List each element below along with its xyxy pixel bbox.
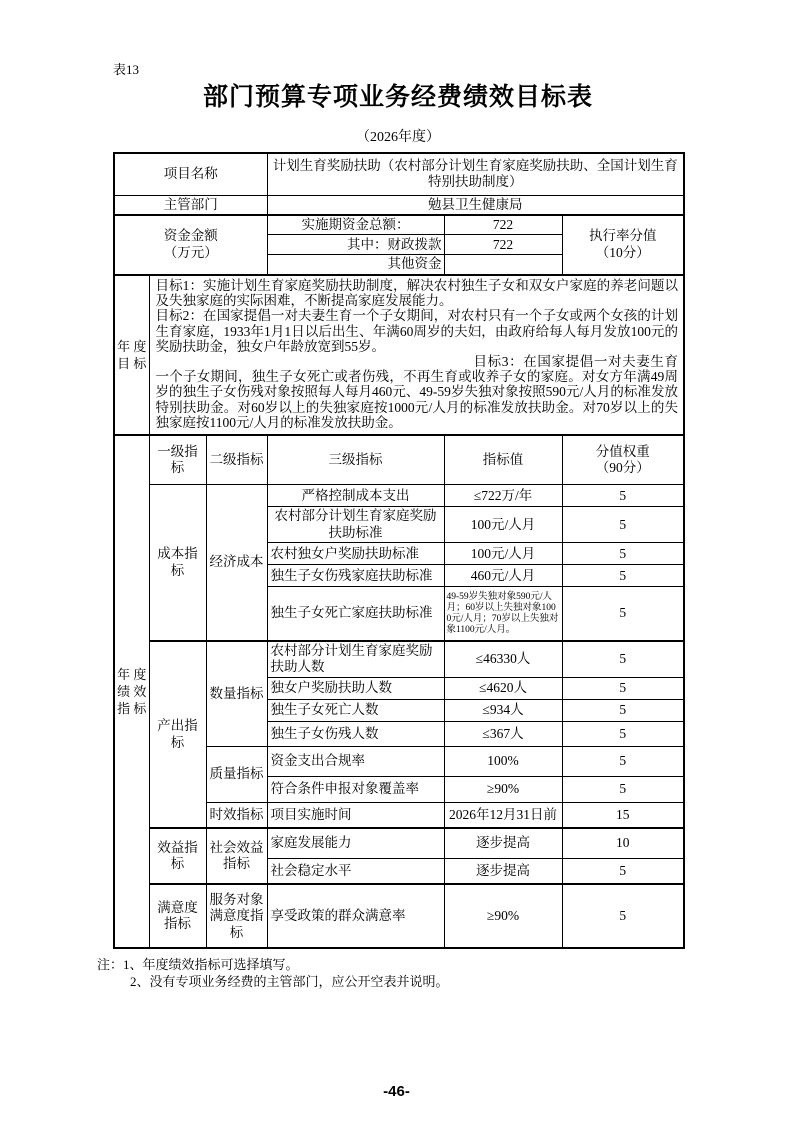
- project-name-value: 计划生育奖励扶助（农村部分计划生育家庭奖励扶助、全国计划生育特别扶助制度）: [267, 153, 684, 195]
- indicator-value: 逐步提高: [444, 828, 562, 858]
- header-level1: 一级指标: [149, 435, 206, 485]
- goal-paragraph-2: 目标2：在国家提倡一对夫妻生育一个子女期间，对农村只有一个子女或两个女孩的计划生育家庭，1933年1月1日以后出生、年满60周岁的夫妇，由政府给每人每月发放100元的奖励扶助金，独女户年龄放宽到55岁。: [155, 308, 678, 354]
- indicator-value: 100元/人月: [444, 507, 562, 543]
- footnote-line-2: 2、没有专项业务经费的主管部门，应公开空表并说明。: [130, 974, 449, 990]
- indicator-value: ≥90%: [444, 884, 562, 948]
- annual-goal-row: [114, 275, 684, 435]
- fund-amount-label-line1: 资金金额: [163, 228, 218, 244]
- fund-other-value: [444, 255, 562, 275]
- indicator-score: 5: [562, 884, 684, 948]
- goal-paragraph-3: 目标3：在国家提倡一对夫妻生育一个子女期间，独生子女死亡或者伤残，不再生育或收养子女的家庭。对女方年满49周岁的独生子女伤残对象按照每人每月460元、49-59岁失独对象按照590元/人月的标准发放特别扶助金。对60岁以上的失独家庭按1000元/人月的标准发放扶助金。对70岁以上的失独家庭按1100元/人月的标准发放扶助金。: [155, 353, 678, 430]
- indicator-l3: 享受政策的群众满意率: [267, 884, 444, 948]
- project-name-label: 项目名称: [114, 153, 267, 195]
- perf-section-label-line1: 年 度: [117, 667, 147, 683]
- indicator-row: [114, 884, 684, 948]
- indicator-l3: 独女户奖励扶助人数: [267, 677, 444, 699]
- indicator-score: 5: [562, 776, 684, 802]
- execution-rate-score-label: [562, 215, 684, 275]
- group-benefit-indicator: 效益指标: [149, 828, 206, 884]
- group-quality-indicator: 质量指标: [206, 746, 267, 802]
- page-title: 部门预算专项业务经费绩效目标表: [202, 83, 593, 111]
- indicator-score: 5: [562, 543, 684, 565]
- indicator-score: 5: [562, 746, 684, 776]
- header-weight: [562, 435, 684, 485]
- group-service-satisfaction-indicator: 服务对象满意度指标: [206, 884, 267, 948]
- indicator-l3: 独生子女伤残人数: [267, 721, 444, 746]
- indicator-value: ≤722万/年: [444, 485, 562, 507]
- fund-total-value: 722: [444, 215, 562, 235]
- indicator-score: 5: [562, 677, 684, 699]
- footnote-line-1: 注：1、年度绩效指标可选择填写。: [97, 957, 299, 973]
- indicator-header-row: [114, 435, 684, 485]
- execution-rate-label-line1: 执行率分值: [589, 228, 657, 244]
- header-level3: 三级指标: [267, 435, 444, 485]
- indicator-score: 5: [562, 565, 684, 587]
- indicator-score: 5: [562, 587, 684, 641]
- indicator-l3: 社会稳定水平: [267, 858, 444, 884]
- indicator-l3: 资金支出合规率: [267, 746, 444, 776]
- indicator-value: ≤46330人: [444, 641, 562, 677]
- indicator-score: 5: [562, 721, 684, 746]
- project-name-row: [114, 153, 684, 195]
- header-weight-line2: （90分）: [595, 460, 650, 476]
- indicator-score: 10: [562, 828, 684, 858]
- footnotes: [97, 956, 683, 990]
- indicator-row: [114, 485, 684, 507]
- indicator-l3: 独生子女死亡人数: [267, 699, 444, 721]
- fund-amount-label: [114, 215, 267, 275]
- indicator-l3: 农村部分计划生育家庭奖励扶助标准: [267, 507, 444, 543]
- group-output-indicator: 产出指标: [149, 641, 206, 828]
- indicator-l3: 项目实施时间: [267, 802, 444, 828]
- fund-amount-label-line2: （万元）: [163, 244, 218, 260]
- indicator-l3: 农村独女户奖励扶助标准: [267, 543, 444, 565]
- indicator-l3: 符合条件申报对象覆盖率: [267, 776, 444, 802]
- indicator-score: 5: [562, 485, 684, 507]
- group-social-benefit-indicator: 社会效益指标: [206, 828, 267, 884]
- perf-section-label-line3: 指 标: [117, 701, 147, 717]
- department-row: [114, 195, 684, 215]
- indicator-value: 2026年12月31日前: [444, 802, 562, 828]
- indicator-value: 460元/人月: [444, 565, 562, 587]
- indicator-l3: 农村部分计划生育家庭奖励扶助人数: [267, 641, 444, 677]
- perf-section-label: [114, 435, 149, 948]
- indicator-value: ≥90%: [444, 776, 562, 802]
- department-label: 主管部门: [114, 195, 267, 215]
- indicator-score: 5: [562, 858, 684, 884]
- indicator-score: 5: [562, 507, 684, 543]
- indicator-value: ≤934人: [444, 699, 562, 721]
- header-value: 指标值: [444, 435, 562, 485]
- group-satisfaction-indicator: 满意度指标: [149, 884, 206, 948]
- annual-goal-label-line2: 目 标: [117, 355, 147, 371]
- annual-goal-text: [149, 275, 684, 435]
- fund-other-label: 其他资金: [267, 255, 444, 275]
- page-number: -46-: [383, 1083, 410, 1100]
- fund-total-label: 实施期资金总额：: [267, 215, 444, 235]
- indicator-l3: 严格控制成本支出: [267, 485, 444, 507]
- fund-fiscal-value: 722: [444, 235, 562, 255]
- header-weight-line1: 分值权重: [595, 443, 650, 459]
- fiscal-year-subtitle: （2026年度）: [356, 130, 440, 145]
- indicator-score: 5: [562, 641, 684, 677]
- indicator-l3: 家庭发展能力: [267, 828, 444, 858]
- group-quantity-indicator: 数量指标: [206, 641, 267, 746]
- indicator-value: 逐步提高: [444, 858, 562, 884]
- department-value: 勉县卫生健康局: [267, 195, 684, 215]
- header-level2: 二级指标: [206, 435, 267, 485]
- perf-section-label-line2: 绩 效: [117, 684, 147, 700]
- execution-rate-label-line2: （10分）: [595, 244, 650, 260]
- indicator-row: [114, 641, 684, 677]
- indicator-l3: 独生子女伤残家庭扶助标准: [267, 565, 444, 587]
- annual-goal-label-line1: 年 度: [117, 338, 147, 354]
- indicator-value: 49-59岁失独对象590元/人月；60岁以上失独对象1000元/人月；70岁以上失独对象1100元/人月。: [444, 587, 562, 641]
- indicator-row: [114, 828, 684, 858]
- group-economic-cost: 经济成本: [206, 485, 267, 641]
- fund-fiscal-label: 其中：财政拨款: [267, 235, 444, 255]
- table-number-label: 表13: [113, 62, 140, 77]
- indicator-score: 5: [562, 699, 684, 721]
- indicator-value: ≤367人: [444, 721, 562, 746]
- performance-target-table: [113, 152, 685, 949]
- document-content: [97, 62, 683, 990]
- fund-total-row: [114, 215, 684, 235]
- group-cost-indicator: 成本指标: [149, 485, 206, 641]
- goal-paragraph-1: 目标1：实施计划生育家庭奖励扶助制度，解决农村独生子女和双女户家庭的养老问题以及失独家庭的实际困难，不断提高家庭发展能力。: [155, 277, 678, 309]
- indicator-value: ≤4620人: [444, 677, 562, 699]
- indicator-score: 15: [562, 802, 684, 828]
- indicator-l3: 独生子女死亡家庭扶助标准: [267, 587, 444, 641]
- indicator-value: 100元/人月: [444, 543, 562, 565]
- group-timeliness-indicator: 时效指标: [206, 802, 267, 828]
- annual-goal-label: [114, 275, 149, 435]
- indicator-value: 100%: [444, 746, 562, 776]
